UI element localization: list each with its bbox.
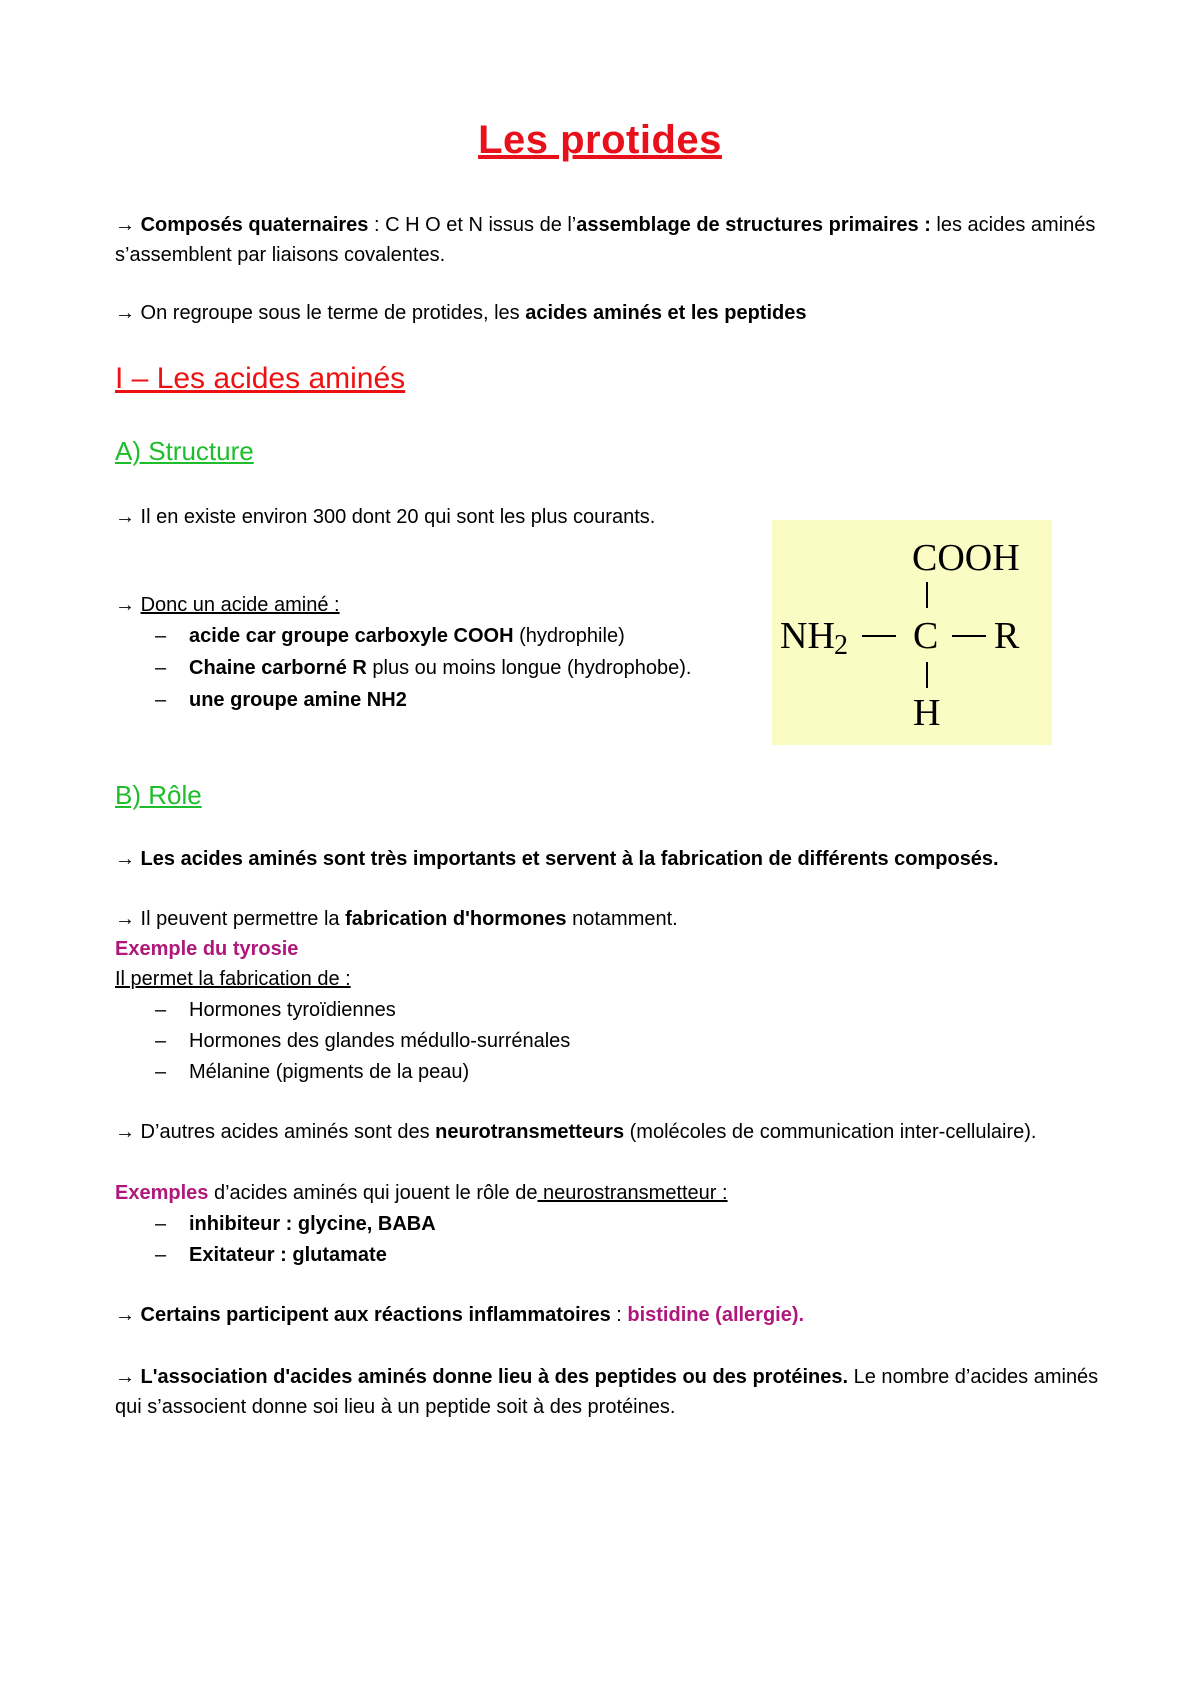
dash-icon: –	[155, 999, 167, 1021]
formula-carbon: C	[913, 615, 939, 657]
role-paragraph-4	[115, 1300, 804, 1330]
example-tyrosie: Exemple du tyrosie	[115, 938, 299, 960]
list-item	[115, 995, 396, 1025]
list-item	[115, 685, 407, 715]
list-item-bold: une groupe amine NH2	[189, 689, 407, 711]
example-label: Exemples	[115, 1182, 209, 1204]
role-p2-bold: fabrication d'hormones	[345, 908, 567, 930]
role-p4-bold: → Certains participent aux réactions inflammatoires	[115, 1304, 611, 1326]
role-p4-example: bistidine (allergie).	[627, 1304, 805, 1326]
intro-paragraph-2	[115, 298, 1105, 328]
role-p3-text-2: (molécoles de communication inter-cellulaire).	[624, 1121, 1037, 1143]
dash-icon: –	[155, 1213, 167, 1235]
intro-paragraph-1	[115, 210, 1105, 270]
intro-bold-2: assemblage de structures primaires :	[576, 214, 931, 236]
list-item-text: inhibiteur : glycine, BABA	[189, 1213, 436, 1235]
dash-icon: –	[155, 625, 167, 647]
subsection-heading-structure: A) Structure	[115, 436, 254, 466]
structure-line-1: → Il en existe environ 300 dont 20 qui sont les plus courants.	[115, 506, 656, 528]
example-underlined: neurostransmetteur :	[537, 1182, 728, 1204]
list-item-text: Exitateur : glutamate	[189, 1244, 387, 1266]
formula-cooh: COOH	[912, 537, 1020, 579]
intro-text-1: : C H O et N issus de l’	[368, 214, 577, 236]
intro-text-2: les acides aminés s’assemblent par liaisons covalentes.	[115, 214, 1096, 266]
amino-acid-formula-figure	[772, 520, 1052, 745]
list-item	[115, 1026, 570, 1056]
formula-nh: NH	[780, 615, 835, 657]
role-p3-text: → D’autres acides aminés sont des	[115, 1121, 436, 1143]
formula-h: H	[913, 692, 941, 734]
list-item-text: Hormones tyroïdiennes	[189, 999, 396, 1021]
intro2-bold: acides aminés et les peptides	[525, 302, 807, 324]
donc-label: Donc un acide aminé :	[140, 594, 340, 616]
section-heading-acides-amines: I – Les acides aminés	[115, 362, 406, 395]
arrow-icon: →	[115, 302, 135, 324]
role-paragraph-3	[115, 1117, 1105, 1147]
list-item-text: Mélanine (pigments de la peau)	[189, 1061, 470, 1083]
role-paragraph-2	[115, 904, 678, 934]
intro-bold-1: Composés quaternaires	[140, 214, 369, 236]
role-p2-text: → Il peuvent permettre la	[115, 908, 346, 930]
dash-icon: –	[155, 1030, 167, 1052]
list-item-text: Hormones des glandes médullo-surrénales	[189, 1030, 571, 1052]
subsection-heading-role: B) Rôle	[115, 780, 202, 810]
example-neurotransmetteur	[115, 1178, 728, 1208]
example-text: d’acides aminés qui jouent le rôle de	[208, 1182, 538, 1204]
dash-icon: –	[155, 657, 167, 679]
list-item-bold: Chaine carborné R	[189, 657, 367, 679]
formula-r: R	[994, 615, 1020, 657]
arrow-icon: →	[115, 594, 141, 616]
formula-subscript: 2	[834, 630, 848, 661]
dash-icon: –	[155, 1061, 167, 1083]
permet-label: Il permet la fabrication de :	[115, 968, 351, 990]
list-item	[115, 621, 625, 651]
dash-icon: –	[155, 1244, 167, 1266]
list-item-text: plus ou moins longue (hydrophobe).	[366, 657, 692, 679]
donc-line	[115, 590, 340, 620]
intro2-text: On regroupe sous le terme de protides, les	[135, 302, 526, 324]
list-item	[115, 653, 691, 683]
page-title: Les protides	[478, 118, 722, 162]
role-paragraph-1: → Les acides aminés sont très importants et servent à la fabrication de différents composés.	[115, 848, 999, 870]
list-item	[115, 1209, 436, 1239]
list-item-text: (hydrophile)	[513, 625, 625, 647]
list-item	[115, 1057, 469, 1087]
role-p5-bold: → L'association d'acides aminés donne lieu à des peptides ou des protéines.	[115, 1366, 849, 1388]
list-item-bold: acide car groupe carboxyle COOH	[189, 625, 514, 647]
role-paragraph-5	[115, 1362, 1105, 1422]
role-p2-text-2: notamment.	[566, 908, 678, 930]
role-p3-bold: neurotransmetteurs	[435, 1121, 625, 1143]
amino-acid-formula-diagram	[772, 520, 1052, 745]
dash-icon: –	[155, 689, 167, 711]
role-p5-text: Le nombre d’acides aminés qui s’associent donne soi lieu à un peptide soit à des protéines.	[115, 1366, 1099, 1418]
role-p4-text: :	[610, 1304, 628, 1326]
list-item	[115, 1240, 387, 1270]
arrow-icon: →	[115, 214, 135, 236]
